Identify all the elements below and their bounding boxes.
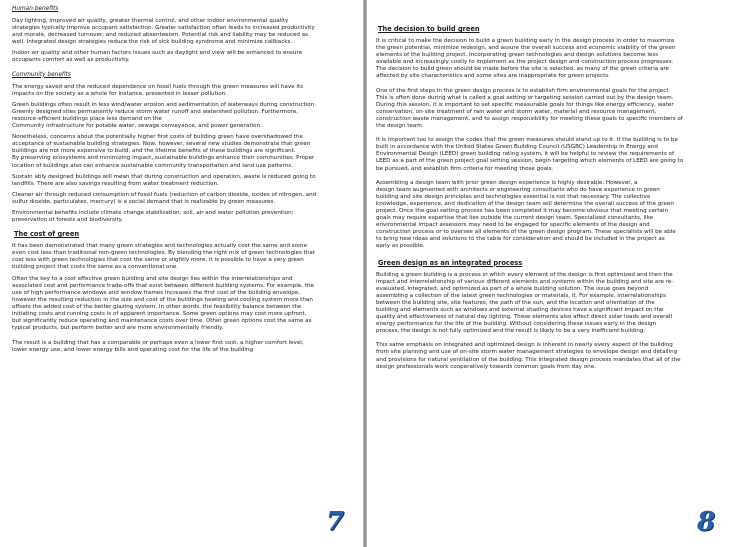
text-line: elements of the building project. Incorporating green technologies and design solutions become less [376,52,659,59]
text-line: associated cost and performance trade-offs that exist between different building systems. For example, the [12,282,314,289]
text-line: cost less with green technologies that cost the same or slightly more, it is possible to have a very green [12,257,304,264]
text-line: early as possible. [376,243,425,250]
heading-cost-of-green: The cost of green [14,230,80,239]
page-number: 8 [697,507,716,537]
text-line: design team augmented with architects or engineering consultants who do have experience in green [376,186,660,193]
text-line: During this session, it is important to set specific measurable goals for things like energy efficiency, water [376,101,674,108]
text-line: design professionals work cooperatively towards common goals from day one. [376,363,596,370]
paragraph [12,134,351,169]
text-line: It is important too to assign the codes that the green measures should stand up to it. If the building is to be [376,137,678,144]
text-line: available and increasingly costly to implement as the project design and construction process progresses. [376,59,674,66]
heading-community-benefits: Community benefits [12,71,71,78]
text-line: the green potential, minimize redesign, and assure the overall success and economic viability of the green [376,45,676,52]
text-line: be pursued, and establish firm criteria for meeting those goals. [376,165,554,172]
text-line: building project that costs the same as a conventional one. [12,264,179,271]
text-line: Greenly designed sites permanently reduce storm water runoff and watershed pollution. Furthermore, [12,108,299,115]
heading-human-benefits: Human benefits [12,6,59,12]
text-line: Environmental benefits include climate change stabilization; soil, air and water pollution prevention; [12,209,294,216]
text-line: goals may require expertise that lies outside the current design team. Specialized consultants, like [376,215,654,222]
paragraph [12,102,351,130]
text-line: initiating costs and running costs is of apparent importance. Some green options may cost more upfront, [12,311,307,317]
text-line: landfills. There are also savings resulting from water treatment reduction. [12,180,219,187]
text-line: One of the first steps in the green design process is to establish firm environmental goals for the project. [376,87,671,94]
text-line: It has been demonstrated that many green strategies and technologies actually cost the same and some [12,243,308,250]
text-line: Day lighting, improved air quality, greater thermal control, and other indoor environmental quality [12,18,289,24]
text-line: even cost less than traditional non-green technologies. By blending the right mix of green technologies that [12,250,316,257]
text-line: affected by site characteristics and some sites are inappropriate for green projects. [376,73,610,80]
text-line: construction process or to oversee all elements of the green design program. These specialists will be able [376,229,676,236]
text-line: energy performance for the life of the building. Without considering these issues early in the design [376,321,657,328]
text-line: impact and interrelationship of various different elements and systems within the building and site are re- [376,278,674,285]
paragraph [12,174,351,188]
right-page [367,0,729,547]
paragraph [12,50,351,64]
text-line: offsets the added cost of the better glazing system. In other words, the feasibility balance between the [12,303,302,310]
paragraph [12,84,351,98]
text-line: By preserving ecosystems and minimizing impact, sustainable buildings enhance their communities. Proper [12,155,315,162]
text-line: Community infrastructure for potable water, sewage conveyance, and power generation. [12,123,262,130]
text-line: and provisions for natural ventilation of the building. This integrated design process mandates that all of the [376,356,681,363]
text-line: It is critical to make the decision to build a green building early in the design process in order to maximize [376,38,675,44]
text-line: The result is a building that has a comparable or perhaps even a lower first cost, a higher comfort level, [12,340,304,347]
text-line: Green buildings often result in less wind/water erosion and sedimentation of waterways during construction. [12,101,317,108]
heading-decision-to-build-green: The decision to build green [378,25,480,33]
text-line: use of high performance windows and window frames increases the first cost of the building envelope, [12,289,301,296]
text-line: process, the design is not fully optimized and the result is likely to be a very inefficient building. [376,328,646,335]
text-line: location of buildings also can enhance sustainable community transportation and land use patterns. [12,162,293,169]
text-line: This is often done during what is called a goal setting or targeting session carried out by the design team. [376,94,674,101]
text-line: Nonetheless, concerns about the potentially higher first costs of building green have overshadowed the [12,134,303,141]
text-line: Environmental Design (LEED) green building rating system, it will be helpful to review the requirements of [376,151,674,158]
text-line: sulfur dioxide, particulates, mercury) is a social demand that is realizable by green measures. [12,198,276,205]
text-line: but significantly reduce operating and maintenance costs over time. Other green options cost the same as [12,318,312,325]
left-page [0,0,363,547]
paragraph [376,88,719,131]
text-line: buildings are not more expensive to build, and the lifetime benefits of these buildings are significant. [12,148,296,155]
page-number: 7 [326,507,345,537]
text-line: assembling a collection of the latest green technologies or materials, it. For example, interrelationships [376,292,667,299]
heading-integrated-process: Green design as an integrated process [378,258,523,267]
text-line: typical products, but perform better and are more environmentally friendly. [12,325,224,332]
text-line: This same emphasis on integrated and optimized design is inherent in nearly every aspect of the building [376,342,673,349]
text-line: to bring new ideas and solutions to the table for consideration and should be included in the project as [376,236,665,243]
text-line: between the building site, site features, the path of the sun, and the location and orientation of the [376,299,655,306]
paragraph [12,243,351,271]
text-line: acceptance of sustainable building strategies. Now, however, several new studies demonstrate that green [12,141,311,148]
text-line: and morale, decreased turnover, and reduced absenteeism. Potential risk and liability may be reduced as [12,32,309,39]
paragraph [12,18,351,46]
text-line: The energy saved and the reduced dependence on fossil fuels through the green measures will have its [12,83,304,90]
text-line: impacts on the society as a whole for instance, presented in lesser pollution. [12,90,228,97]
text-line: building and site design principles and technologies essential is not that necessary. The collective [376,193,651,200]
text-line: lower energy use, and lower energy bills and operating cost for the life of the building [12,347,254,354]
text-line: quality and effectiveness of natural day lighting. These elements also affect direct solar loads and overall [376,314,673,321]
text-line: preservation of forests and biodiversity. [12,217,123,224]
text-line: however the resulting reduction in the size and cost of the buildings heating and cooling system more than [12,296,313,303]
text-line: resource-efficient buildings place less demand on the [12,115,162,122]
text-line: knowledge, experience, and dedication of the design team will determine the overall success of the green [376,200,674,207]
text-line: The decision to build green should be made before the site is selected, as many of the green criteria are [376,66,670,73]
paragraph [12,340,351,354]
text-line: Cleaner air through reduced consumption of fossil fuels (reduction of carbon dioxide, oxides of nitrogen, and [12,191,317,198]
text-line: environmental impact assessors may need to be engaged for specific elements of the design and [376,222,650,229]
text-line: conservation, on-site treatment of rain water and storm water, material and resource management, [376,108,657,115]
text-line: built in accordance with the United States Green Building Council (USGBC) Leadership in Energy and [376,144,658,151]
text-line: evaluated, integrated, and optimized as part of a whole building solution. The issue goes beyond [376,285,649,292]
text-line: building and elements such as windows and external shading devices have a significant impact on the [376,307,664,313]
text-line: occupants comfort as well as productivity. [12,57,130,64]
text-line: LEED as a part of the green project goal setting session, begin targeting which elements of LEED are going to [376,158,684,165]
text-line: Assembling a design team with prior green design experience is highly desirable. However, a [376,179,638,186]
paragraph [12,192,351,206]
text-line: project. Once the goal setting process has been completed it may become obvious that meeting certain [376,207,669,214]
text-line: the design team. [376,123,424,130]
paragraph [376,272,719,336]
text-line: Often the key to a cost effective green building and site design lies within the interrelationships and [12,275,293,282]
text-line: well. Integrated design strategies reduce the risk of sick building syndrome and minimize callbacks. [12,39,293,46]
text-line: strategies typically improve occupant satisfaction. Greater satisfaction often leads to increased productivity [12,25,315,32]
paragraph [376,180,719,251]
text-line: Indoor air quality and other human factors issues such as daylight and view will be enhanced to ensure [12,50,303,57]
text-line: Sustain ably designed buildings will mean that during construction and operation, waste is reduced going to [12,173,316,180]
paragraph [12,276,351,333]
paragraph [376,137,719,172]
paragraph [12,210,351,224]
paragraph [376,342,719,370]
text-line: construction waste management, and to assign responsibility for meeting these goals to specific members of [376,115,683,122]
text-line: from site planning and use of on-site storm water management strategies to envelope design and detailing [376,349,678,356]
text-line: Building a green building is a process in which every element of the design is first optimized and then the [376,271,673,278]
paragraph [376,38,719,81]
